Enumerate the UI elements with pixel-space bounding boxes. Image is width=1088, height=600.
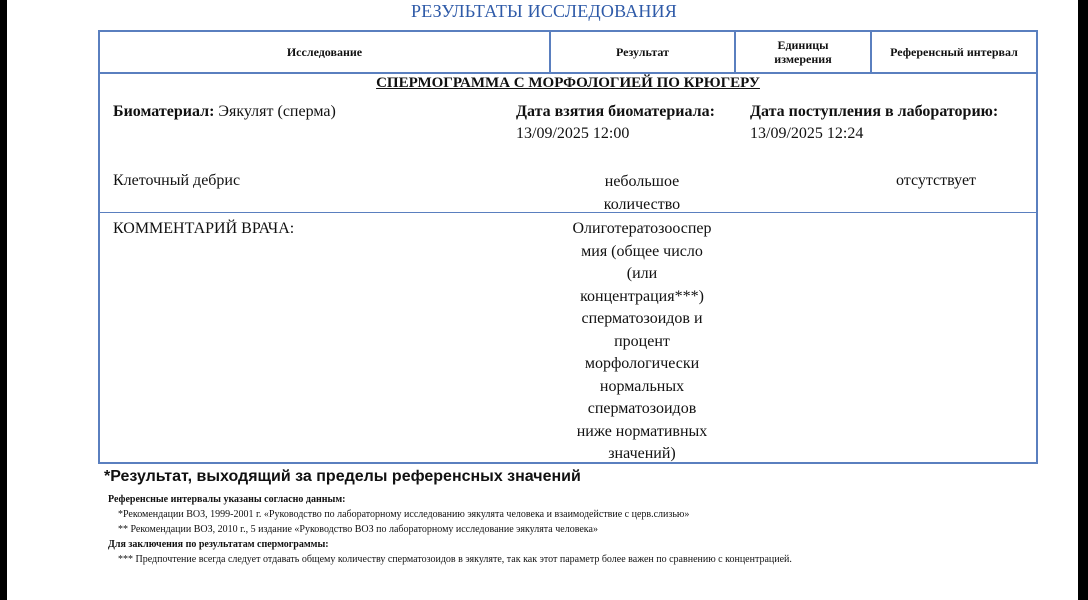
reference-note-3: *** Предпочтение всегда следует отдавать общему количеству сперматозоидов в эякуляте, так как этот параметр более важен по сравнению с концентрацией.	[118, 554, 792, 565]
reference-note-2: ** Рекомендации ВОЗ, 2010 г., 5 издание «Руководство ВОЗ по лабораторному исследование эякулята человека»	[118, 524, 598, 535]
header-reference: Референсный интервал	[890, 45, 1018, 59]
row-result-debris	[540, 171, 744, 216]
references-title: Референсные интервалы указаны согласно данным:	[108, 494, 346, 505]
header-study: Исследование	[286, 45, 363, 59]
result-line: процент	[614, 332, 670, 350]
out-of-range-footnote: *Результат, выходящий за пределы референсных значений	[104, 468, 581, 485]
biomaterial-value: Эякулят (сперма)	[218, 103, 336, 120]
header-units-line1: Единицы	[777, 38, 829, 52]
result-line: морфологически	[584, 355, 700, 372]
conclusion-title: Для заключения по результатам спермограммы:	[108, 539, 329, 550]
received-date-value: 13/09/2025 12:24	[750, 125, 864, 142]
result-line: сперматозоидов и	[581, 310, 703, 327]
collection-date-label: Дата взятия биоматериала:	[516, 103, 715, 120]
result-line: количество	[603, 195, 681, 213]
results-table	[98, 30, 1038, 464]
row-divider	[100, 212, 1036, 213]
result-line: сперматозоидов	[587, 400, 697, 417]
row-name-comment: КОММЕНТАРИЙ ВРАЧА:	[113, 220, 295, 237]
row-reference-debris: отсутствует	[896, 172, 977, 189]
received-date-label: Дата поступления в лабораторию:	[750, 103, 999, 120]
result-line: Олиготератозооспер	[572, 220, 712, 237]
result-line: ниже нормативных	[576, 422, 708, 440]
header-units	[736, 32, 870, 72]
result-line: концентрация***)	[580, 287, 704, 305]
result-line: мия (общее число	[581, 242, 703, 260]
left-screen-edge	[0, 0, 7, 600]
row-result-comment	[520, 218, 764, 466]
result-line: небольшое	[604, 173, 680, 190]
header-units-line2: измерения	[774, 52, 832, 66]
table-header	[100, 32, 1036, 74]
header-result: Результат	[615, 45, 669, 59]
biomaterial	[113, 101, 336, 123]
page-title: РЕЗУЛЬТАТЫ ИССЛЕДОВАНИЯ	[411, 1, 677, 21]
row-name-debris: Клеточный дебрис	[113, 172, 241, 189]
section-title: СПЕРМОГРАММА С МОРФОЛОГИЕЙ ПО КРЮГЕРУ	[376, 75, 760, 91]
result-line: (или	[626, 265, 658, 282]
reference-note-1: *Рекомендации ВОЗ, 1999-2001 г. «Руководство по лабораторному исследованию эякулята человека и взаимодействие с церв.слизью»	[118, 509, 690, 520]
result-line: нормальных	[599, 377, 685, 395]
collection-date-value: 13/09/2025 12:00	[516, 125, 630, 142]
right-screen-edge	[1078, 0, 1088, 600]
result-line: значений)	[608, 445, 676, 462]
biomaterial-label: Биоматериал:	[113, 103, 215, 120]
